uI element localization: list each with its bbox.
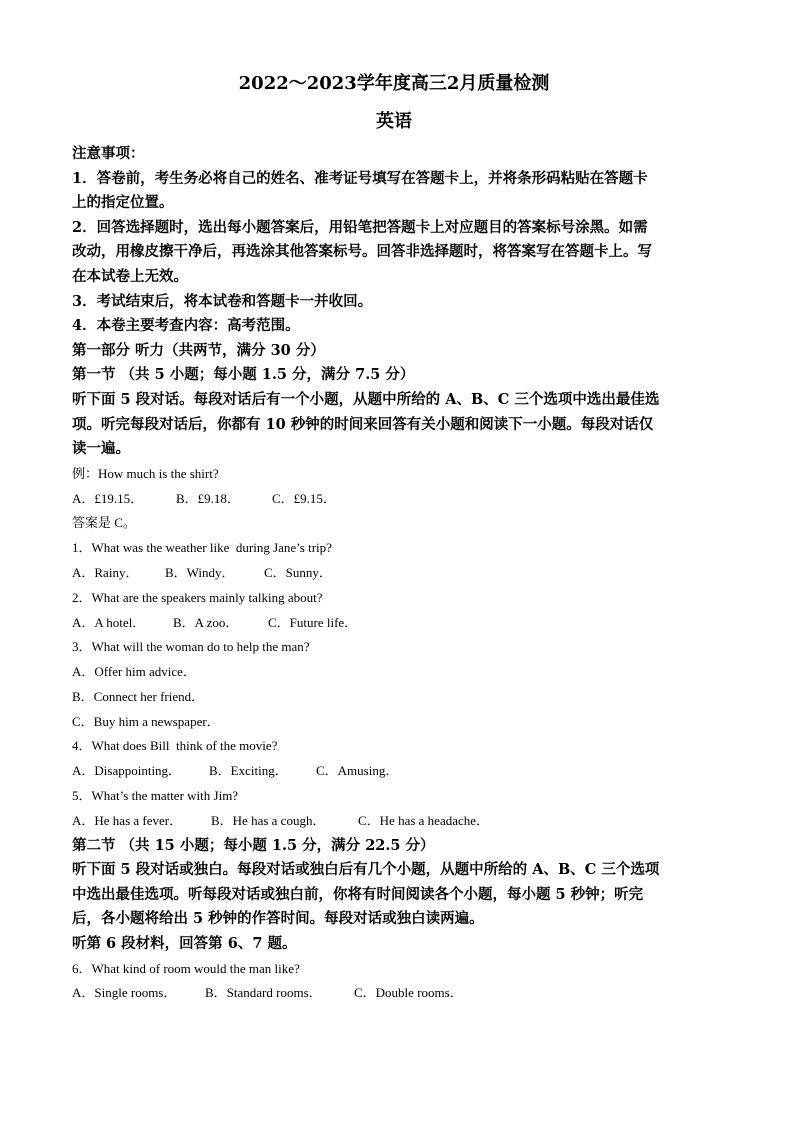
notice-item-2-line-3: 在本试卷上无效。 — [72, 267, 188, 285]
question-3-option-c: C．Buy him a newspaper． — [72, 713, 220, 729]
question-6-option-b: B．Standard rooms． — [205, 985, 322, 1001]
question-3-option-a: A．Offer him advice． — [72, 664, 196, 680]
notice-heading: 注意事项： — [72, 145, 145, 162]
question-4-options — [72, 759, 716, 784]
question-1-options — [72, 561, 716, 586]
question-6-options — [72, 981, 716, 1006]
question-1-stem: 1．What was the weather like during Jane’s trip? — [72, 540, 332, 556]
question-2-option-c: C．Future life． — [268, 614, 358, 630]
question-2-stem: 2．What are the speakers mainly talking about? — [72, 589, 323, 605]
question-2-option-a: A．A hotel． — [72, 614, 146, 630]
question-4 — [72, 734, 716, 784]
section1-heading: 第一节 （共 5 小题；每小题 1.5 分，满分 7.5 分） — [72, 366, 415, 384]
question-5-option-b: B．He has a cough． — [211, 812, 326, 828]
example-option-b: B．£9.18． — [176, 490, 240, 506]
question-1-option-c: C．Sunny． — [264, 564, 332, 580]
question-4-stem: 4．What does Bill think of the movie? — [72, 738, 278, 754]
example-option-a: A．£19.15． — [72, 490, 144, 506]
question-5-options — [72, 809, 716, 834]
notice-item-3: 3．考试结束后，将本试卷和答题卡一并收回。 — [72, 292, 373, 310]
notice-item-1-line-1: 1．答卷前，考生务必将自己的姓名、准考证号填写在答题卡上，并将条形码粘贴在答题卡 — [72, 169, 648, 187]
question-1-option-a: A．Rainy． — [72, 564, 139, 580]
question-2-options — [72, 611, 716, 636]
example-options — [72, 487, 716, 512]
question-6 — [72, 957, 716, 1007]
notice-item-4: 4．本卷主要考查内容：高考范围。 — [72, 317, 300, 335]
question-6-stem: 6．What kind of room would the man like? — [72, 960, 300, 976]
section2-heading: 第二节 （共 15 小题；每小题 1.5 分，满分 22.5 分） — [72, 836, 435, 854]
subject-title: 英语 — [376, 111, 412, 132]
question-4-option-a: A．Disappointing． — [72, 763, 182, 779]
question-5-option-c: C．He has a headache． — [358, 812, 490, 828]
notice-block — [72, 142, 716, 339]
question-3-stem: 3．What will the woman do to help the man? — [72, 639, 310, 655]
question-5 — [72, 784, 716, 834]
question-5-stem: 5．What’s the matter with Jim? — [72, 788, 239, 804]
question-1-option-b: B．Windy． — [165, 564, 235, 580]
notice-item-1-line-2: 上的指定位置。 — [72, 194, 174, 212]
example-option-c: C．£9.15． — [272, 490, 336, 506]
material-6-heading: 听第 6 段材料，回答第 6、7 题。 — [72, 935, 297, 953]
section2-instruction-line-3: 后，各小题将给出 5 秒钟的作答时间。每段对话或独白读两遍。 — [72, 910, 484, 928]
question-4-option-c: C．Amusing． — [316, 763, 399, 779]
question-2 — [72, 586, 716, 636]
question-1 — [72, 536, 716, 586]
notice-item-2-line-2: 改动，用橡皮擦干净后，再选涂其他答案标号。回答非选择题时，将答案写在答题卡上。写 — [72, 243, 652, 261]
section1-instruction-line-3: 读一遍。 — [72, 440, 130, 458]
question-4-option-b: B．Exciting． — [209, 763, 288, 779]
exam-title: 2022～2023学年度高三2月质量检测 — [238, 73, 550, 94]
notice-item-2-line-1: 2．回答选择题时，选出每小题答案后，用铅笔把答题卡上对应题目的答案标号涂黑。如需 — [72, 218, 648, 236]
part1-heading: 第一部分 听力（共两节，满分 30 分） — [72, 341, 325, 359]
example-question: 例：How much is the shirt? — [72, 465, 219, 481]
question-2-option-b: B．A zoo． — [173, 614, 239, 630]
question-6-option-a: A．Single rooms． — [72, 985, 177, 1001]
section1-instruction-line-1: 听下面 5 段对话。每段对话后有一个小题，从题中所给的 A、B、C 三个选项中选出最佳选 — [72, 390, 660, 408]
section1-instruction-line-2: 项。听完每段对话后，你都有 10 秒钟的时间来回答有关小题和阅读下一小题。每段对话仅 — [72, 415, 654, 433]
question-6-option-c: C．Double rooms． — [354, 985, 463, 1001]
question-3 — [72, 635, 716, 734]
question-3-option-b: B．Connect her friend． — [72, 688, 205, 704]
example-answer: 答案是 C。 — [72, 515, 136, 531]
section2-instruction-line-2: 中选出最佳选项。听每段对话或独白前，你将有时间阅读各个小题，每小题 5 秒钟；听完 — [72, 885, 644, 903]
section2-instruction-line-1: 听下面 5 段对话或独白。每段对话或独白后有几个小题，从题中所给的 A、B、C 三个选项 — [72, 861, 660, 879]
question-5-option-a: A．He has a fever． — [72, 812, 183, 828]
